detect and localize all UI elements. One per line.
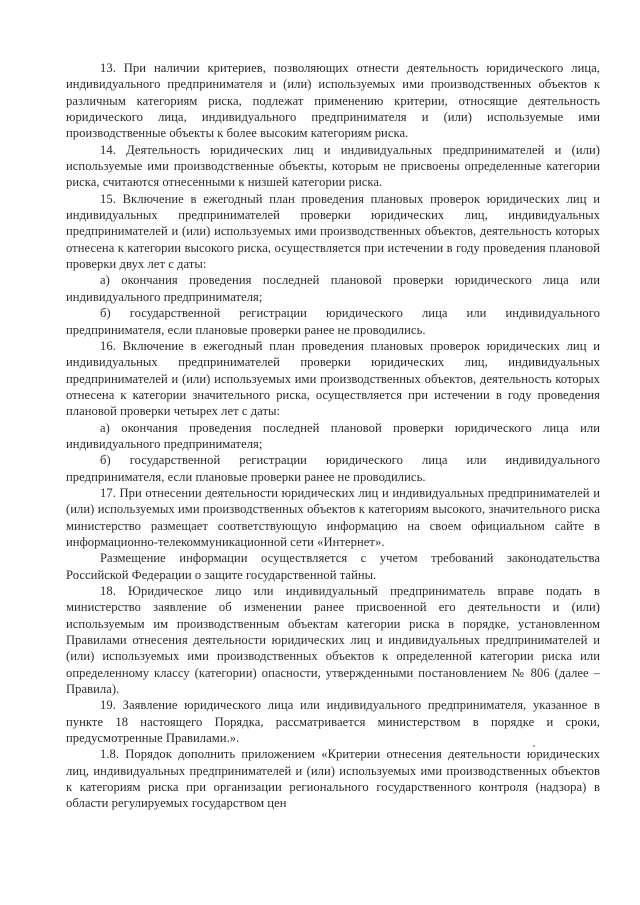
paragraph-17-info: Размещение информации осуществляется с учетом требований законодательства Российской Федерации о защите государственной тайны. <box>66 551 600 582</box>
paragraph-14: 14. Деятельность юридических лиц и индивидуальных предпринимателей и (или) используемые ими производственные объекты, которым не присвоены определенные категории риска, считаются отнесенными к низшей категории риска. <box>66 142 600 190</box>
paragraph-18: 18. Юридическое лицо или индивидуальный предприниматель вправе подать в министерство заявление об изменении ранее присвоенной его деятельности и (или) используемым им производственным объектам категории риска в порядке, установленном Правилами отнесения деятельности юридических лиц и индивидуальных предпринимателей и (или) используемых ими производственных объектов к определенной категории риска или определенному классу (категории) опасности, утвержденными постановлением № 806 (далее – Правила). <box>66 584 600 697</box>
paragraph-13: 13. При наличии критериев, позволяющих отнести деятельность юридического лица, индивидуального предпринимателя и (или) используемых ими производственных объектов к различным категориям риска, подлежат применению критерии, относящие деятельность юридического лица, индивидуального предпринимателя и (или) используемые ими производственные объекты к более высоким категориям риска. <box>66 61 600 141</box>
paragraph-16-a: а) окончания проведения последней плановой проверки юридического лица или индивидуального предпринимателя; <box>66 420 600 451</box>
paragraph-15-b: б) государственной регистрации юридического лица или индивидуального предпринимателя, если плановые проверки ранее не проводились. <box>66 306 600 337</box>
paragraph-16-b: б) государственной регистрации юридического лица или индивидуального предпринимателя, если плановые проверки ранее не проводились. <box>66 453 600 484</box>
paragraph-1-8: 1.8. Порядок дополнить приложением «Критерии отнесения деятельности юридических лиц, индивидуальных предпринимателей и (или) используемых ими производственных объектов к категориям риска при организации регионального государственного контроля (надзора) в области регулируемых государством цен <box>66 747 600 811</box>
paragraph-15: 15. Включение в ежегодный план проведения плановых проверок юридических лиц и индивидуальных предпринимателей проверки юридических лиц, индивидуальных предпринимателей и (или) используемых ими производственных объектов, деятельность которых отнесена к категории высокого риска, осуществляется при истечении в году проведения плановой проверки двух лет с даты: <box>66 191 600 272</box>
paragraph-15-a: а) окончания проведения последней плановой проверки юридического лица или индивидуального предпринимателя; <box>66 273 600 304</box>
paragraph-17: 17. При отнесении деятельности юридических лиц и индивидуальных предпринимателей и (или) используемых ими производственных объектов к категориям высокого, значительного риска министерство размещает соответствующую информацию на своем официальном сайте в информационно-телекоммуникационной сети «Интернет». <box>66 485 600 549</box>
paragraph-19: 19. Заявление юридического лица или индивидуального предпринимателя, указанное в пункте 18 настоящего Порядка, рассматривается министерством в порядке и сроки, предусмотренные Правилами.». <box>66 698 600 746</box>
scan-speck <box>533 745 535 747</box>
paragraph-16: 16. Включение в ежегодный план проведения плановых проверок юридических лиц и индивидуальных предпринимателей проверки юридических лиц, индивидуальных предпринимателей и (или) используемых ими производственных объектов, деятельность которых отнесена к категории значительного риска, осуществляется при истечении в году проведения плановой проверки четырех лет с даты: <box>66 338 600 419</box>
document-body <box>66 60 600 812</box>
